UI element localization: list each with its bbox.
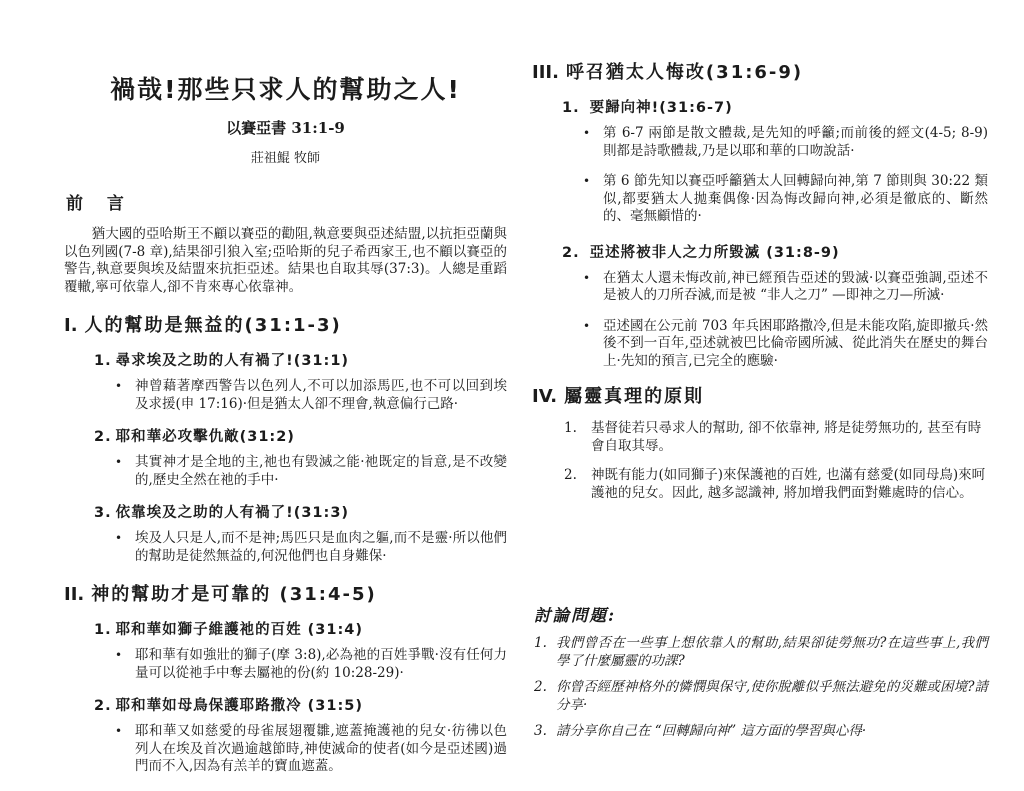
section-numeral: II. bbox=[64, 584, 85, 605]
subpoint bbox=[94, 697, 507, 776]
bullet-item: • 第 6 節先知以賽亞呼籲猶太人回轉歸向神,第 7 節則與 30:22 類似,都要猶太人拋棄偶像·因為悔改歸向神,必須是徹底的、斷然的、毫無顧惜的· bbox=[583, 173, 988, 224]
discussion-question: 3. 請分享你自己在 “回轉歸向神” 這方面的學習與心得· bbox=[534, 723, 867, 739]
section-heading-2: II. 神的幫助才是可靠的 (31:4-5) bbox=[64, 584, 377, 605]
bullet-item: • 第 6-7 兩節是散文體裁,是先知的呼籲;而前後的經文(4-5; 8-9)則都是詩歌體裁,乃是以耶和華的口吻說話· bbox=[583, 125, 988, 159]
section-heading-1: I. 人的幫助是無益的(31:1-3) bbox=[64, 315, 342, 336]
bullet-item: • 亞述國在公元前 703 年兵困耶路撒冷,但是未能攻陷,旋即撤兵·然後不到一百年,亞述就被巴比倫帝國所滅、從此消失在歷史的舞台上·先知的預言,已完全的應驗· bbox=[583, 317, 988, 369]
bullet-marker: • bbox=[583, 318, 591, 333]
bullet-marker: • bbox=[583, 126, 591, 140]
bullet-marker: • bbox=[115, 531, 123, 545]
question-number: 1. bbox=[534, 635, 547, 651]
subpoint-heading: 2. 亞述將被非人之力所毀滅 (31:8-9) bbox=[562, 244, 840, 261]
preface-heading: 前 言 bbox=[66, 194, 133, 214]
section-numeral: I. bbox=[64, 315, 78, 336]
section-numeral: III. bbox=[532, 62, 559, 83]
question-number: 2. bbox=[534, 679, 547, 695]
bullet-marker: • bbox=[115, 379, 123, 393]
subpoint-heading: 3. 依靠埃及之助的人有禍了!(31:3) bbox=[94, 505, 350, 521]
preface-paragraph: 猶大國的亞哈斯王不顧以賽亞的勸阻,執意要與亞述結盟,以抗拒亞蘭與以色列國(7-8 章),結果卻引狼入室;亞哈斯的兒子希西家王,也不顧以賽亞的警告,執意要與埃及結盟來抗拒亞述。結果也自取其辱(37:3)。人總是重蹈覆轍,寧可依靠人,卻不肯來專心依靠神。 bbox=[64, 226, 507, 295]
bullet-marker: • bbox=[583, 174, 591, 188]
discussion-question: 1. 我們曾否在一些事上想依靠人的幫助,結果卻徒勞無功?在這些事上,我們學了什麼屬靈的功課? bbox=[534, 635, 988, 669]
subpoint-heading: 2. 耶和華必攻擊仇敵(31:2) bbox=[94, 429, 295, 445]
numbered-item: 1. 基督徒若只尋求人的幫助, 卻不依靠神, 將是徒勞無功的, 甚至有時會自取其辱。 bbox=[564, 420, 982, 454]
subpoint-heading: 1. 尋求埃及之助的人有禍了!(31:1) bbox=[94, 353, 350, 369]
question-number: 3. bbox=[534, 723, 547, 739]
subpoint bbox=[94, 428, 507, 489]
left-column bbox=[64, 70, 507, 776]
author-name: 莊祖鯤 牧師 bbox=[250, 151, 321, 166]
bullet-item: • 埃及人只是人,而不是神;馬匹只是血肉之軀,而不是靈·所以他們的幫助是徒然無益的,何況他們也自身難保· bbox=[115, 530, 507, 564]
discussion-section bbox=[534, 602, 988, 741]
bullet-marker: • bbox=[115, 648, 123, 662]
item-number: 2. bbox=[564, 467, 577, 483]
subpoint bbox=[562, 244, 988, 371]
section-numeral: IV. bbox=[532, 386, 558, 407]
bullet-item: • 在猶太人還未悔改前,神已經預告亞述的毀滅·以賽亞強調,亞述不是被人的刀所吞滅,而是被 “非人之刀” —即神之刀—所滅· bbox=[583, 269, 988, 303]
discussion-heading: 討論問題: bbox=[534, 606, 617, 625]
bullet-marker: • bbox=[583, 270, 591, 285]
subpoint-heading: 1. 耶和華如獅子維護祂的百姓 (31:4) bbox=[94, 622, 363, 638]
bullet-marker: • bbox=[115, 724, 123, 738]
numbered-item: 2. 神既有能力(如同獅子)來保護祂的百姓, 也滿有慈愛(如同母鳥)來呵護祂的兒女。因此, 越多認識神, 將加增我們面對難處時的信心。 bbox=[564, 467, 986, 501]
subpoint-heading: 2. 耶和華如母鳥保護耶路撒冷 (31:5) bbox=[94, 698, 363, 714]
scripture-reference: 以賽亞書 31:1-9 bbox=[226, 119, 345, 137]
bullet-item: • 神曾藉著摩西警告以色列人,不可以加添馬匹,也不可以回到埃及求援(申 17:16)·但是猶太人卻不理會,執意偏行己路· bbox=[115, 378, 507, 412]
page-title: 禍哉!那些只求人的幫助之人! bbox=[110, 75, 461, 104]
subpoint bbox=[562, 99, 988, 226]
discussion-question: 2. 你曾否經歷神格外的憐憫與保守,使你脫離似乎無法避免的災難或困境?請分享· bbox=[534, 679, 988, 713]
subpoint-heading: 1. 要歸向神!(31:6-7) bbox=[562, 100, 733, 116]
subpoint bbox=[94, 504, 507, 565]
bullet-item: • 其實神才是全地的主,祂也有毀滅之能·祂既定的旨意,是不改變的,歷史全然在祂的手中· bbox=[115, 454, 507, 488]
right-column bbox=[532, 62, 988, 739]
section-heading-4: IV. 屬靈真理的原則 bbox=[532, 386, 705, 407]
bullet-item: • 耶和華又如慈愛的母雀展翅覆雛,遮蓋掩護祂的兒女·彷彿以色列人在埃及首次過逾越節時,神使滅命的使者(如今是亞述國)過門而不入,因為有羔羊的寶血遮蓋。 bbox=[115, 723, 507, 774]
item-number: 1. bbox=[564, 420, 577, 436]
bullet-item: • 耶和華有如強壯的獅子(摩 3:8),必為祂的百姓爭戰·沒有任何力量可以從祂手中奪去屬祂的份(約 10:28-29)· bbox=[115, 647, 507, 681]
subpoint bbox=[94, 621, 507, 682]
bullet-marker: • bbox=[115, 455, 123, 469]
subpoint bbox=[94, 352, 507, 413]
section-heading-3: III. 呼召猶太人悔改(31:6-9) bbox=[532, 62, 804, 83]
